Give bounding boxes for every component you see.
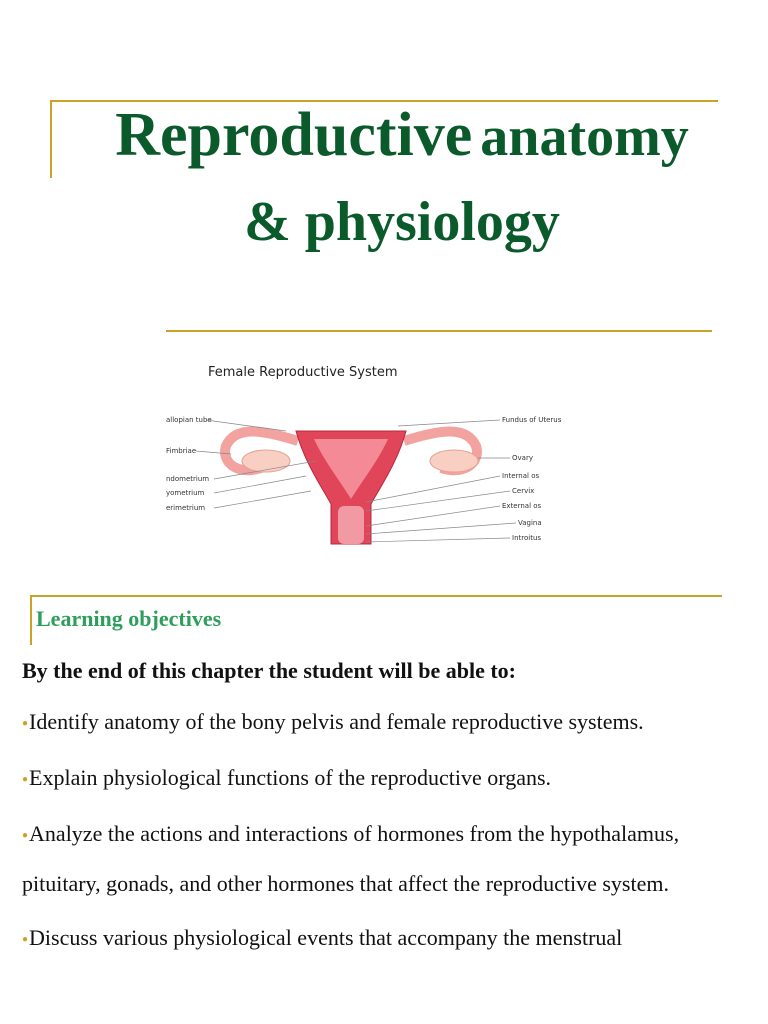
label-introitus: Introitus	[512, 534, 542, 542]
label-endometrium: ndometrium	[166, 475, 210, 483]
title-line-2: & physiology	[244, 191, 560, 253]
list-item	[22, 914, 742, 964]
objectives-heading: Learning objectives	[36, 606, 222, 631]
label-vagina: Vagina	[518, 519, 542, 527]
objective-text: Explain physiological functions of the reproductive organs.	[29, 764, 552, 790]
label-perimetrium: erimetrium	[166, 504, 206, 512]
objective-text: Analyze the actions and interactions of hormones from the hypothalamus, pituitary, gonads, and other hormones that affect the reproductive system.	[22, 820, 680, 896]
list-item	[22, 698, 742, 748]
bullet-dot-icon: ●	[22, 933, 29, 945]
reproductive-diagram	[166, 336, 562, 572]
objectives-rule-top	[30, 595, 722, 597]
image-rule	[166, 330, 712, 332]
bullet-dot-icon: ●	[22, 773, 29, 785]
left-ovary	[242, 450, 290, 472]
title-word-2: anatomy	[480, 106, 689, 168]
bullet-dot-icon: ●	[22, 829, 29, 841]
diagram-svg	[166, 336, 562, 572]
objective-text: Discuss various physiological events that accompany the menstrual	[29, 924, 623, 950]
label-fundus: Fundus of Uterus	[502, 416, 562, 424]
label-myometrium: yometrium	[166, 489, 205, 497]
label-internal-os: Internal os	[502, 472, 540, 480]
list-item	[22, 810, 742, 908]
objective-text: Identify anatomy of the bony pelvis and female reproductive systems.	[29, 709, 644, 734]
objectives-rule-left	[30, 595, 32, 645]
list-item	[22, 754, 742, 804]
label-fimbriae: Fimbriae	[166, 447, 197, 455]
title-word-1: Reproductive	[115, 101, 473, 169]
bullet-dot-icon: ●	[22, 717, 29, 729]
right-ovary	[430, 450, 478, 472]
label-ovary: Ovary	[512, 454, 533, 462]
label-external-os: External os	[502, 502, 542, 510]
objectives-intro: By the end of this chapter the student will be able to:	[22, 658, 516, 683]
slide-title	[52, 96, 752, 268]
label-cervix: Cervix	[512, 487, 535, 495]
label-fallopian: allopian tube	[166, 416, 212, 424]
cervix-vagina	[338, 506, 364, 544]
diagram-heading: Female Reproductive System	[208, 365, 398, 380]
objectives-list	[22, 698, 742, 970]
